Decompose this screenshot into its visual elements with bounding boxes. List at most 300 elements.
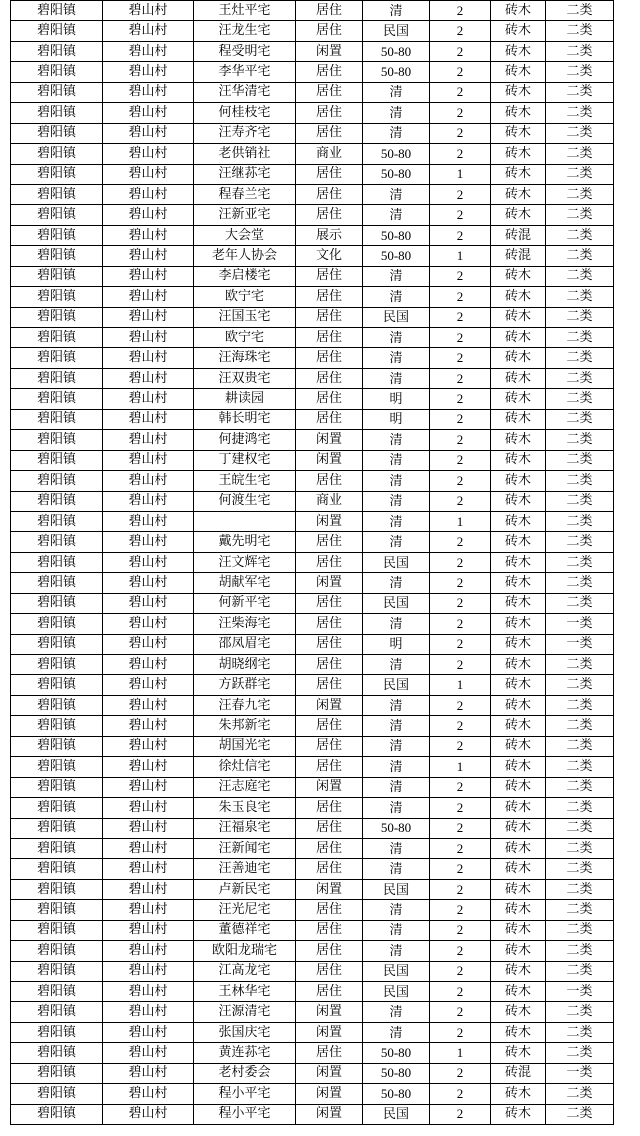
use-cell: 居住: [296, 328, 363, 348]
town-cell: 碧阳镇: [11, 348, 103, 368]
building-name-cell: 汪龙生宅: [194, 21, 296, 41]
use-cell: 文化: [296, 246, 363, 266]
use-cell: 居住: [296, 368, 363, 388]
era-cell: 清: [363, 859, 430, 879]
category-cell: 二类: [546, 307, 614, 327]
table-row: [11, 879, 614, 899]
table-row: [11, 246, 614, 266]
building-name-cell: 耕读园: [194, 389, 296, 409]
building-name-cell: 欧宁宅: [194, 287, 296, 307]
floors-cell: 2: [430, 1, 491, 21]
floors-cell: 2: [430, 41, 491, 61]
use-cell: 闲置: [296, 1084, 363, 1104]
village-cell: 碧山村: [103, 144, 194, 164]
category-cell: 二类: [546, 389, 614, 409]
building-name-cell: 汪福泉宅: [194, 818, 296, 838]
category-cell: 一类: [546, 982, 614, 1002]
structure-cell: 砖木: [491, 123, 546, 143]
category-cell: 二类: [546, 287, 614, 307]
building-name-cell: 汪寿齐宅: [194, 123, 296, 143]
building-name-cell: 胡晓纲宅: [194, 655, 296, 675]
era-cell: 民国: [363, 879, 430, 899]
town-cell: 碧阳镇: [11, 246, 103, 266]
category-cell: 二类: [546, 1084, 614, 1104]
table-body: [11, 1, 614, 1125]
era-cell: 清: [363, 103, 430, 123]
village-cell: 碧山村: [103, 307, 194, 327]
era-cell: 清: [363, 1, 430, 21]
era-cell: 清: [363, 757, 430, 777]
town-cell: 碧阳镇: [11, 389, 103, 409]
building-name-cell: 韩长明宅: [194, 409, 296, 429]
use-cell: 居住: [296, 82, 363, 102]
floors-cell: 2: [430, 982, 491, 1002]
town-cell: 碧阳镇: [11, 123, 103, 143]
structure-cell: 砖木: [491, 552, 546, 572]
era-cell: 民国: [363, 675, 430, 695]
era-cell: 清: [363, 328, 430, 348]
table-row: [11, 123, 614, 143]
table-row: [11, 1, 614, 21]
town-cell: 碧阳镇: [11, 798, 103, 818]
table-row: [11, 757, 614, 777]
category-cell: 二类: [546, 757, 614, 777]
floors-cell: 2: [430, 1104, 491, 1124]
category-cell: 二类: [546, 716, 614, 736]
village-cell: 碧山村: [103, 471, 194, 491]
building-name-cell: [194, 511, 296, 531]
building-name-cell: 董德祥宅: [194, 920, 296, 940]
table-row: [11, 655, 614, 675]
era-cell: 民国: [363, 307, 430, 327]
floors-cell: 1: [430, 675, 491, 695]
use-cell: 居住: [296, 532, 363, 552]
table-row: [11, 225, 614, 245]
use-cell: 闲置: [296, 1104, 363, 1124]
era-cell: 50-80: [363, 41, 430, 61]
table-row: [11, 348, 614, 368]
use-cell: 居住: [296, 757, 363, 777]
era-cell: 清: [363, 1002, 430, 1022]
table-row: [11, 982, 614, 1002]
category-cell: 二类: [546, 1022, 614, 1042]
era-cell: 清: [363, 368, 430, 388]
use-cell: 居住: [296, 859, 363, 879]
building-name-cell: 朱邦新宅: [194, 716, 296, 736]
floors-cell: 2: [430, 879, 491, 899]
use-cell: 居住: [296, 941, 363, 961]
table-row: [11, 552, 614, 572]
era-cell: 民国: [363, 982, 430, 1002]
structure-cell: 砖木: [491, 818, 546, 838]
village-cell: 碧山村: [103, 675, 194, 695]
building-name-cell: 大会堂: [194, 225, 296, 245]
building-name-cell: 程小平宅: [194, 1084, 296, 1104]
town-cell: 碧阳镇: [11, 103, 103, 123]
floors-cell: 2: [430, 655, 491, 675]
town-cell: 碧阳镇: [11, 62, 103, 82]
building-name-cell: 张国庆宅: [194, 1022, 296, 1042]
village-cell: 碧山村: [103, 920, 194, 940]
category-cell: 二类: [546, 573, 614, 593]
category-cell: 二类: [546, 348, 614, 368]
category-cell: 二类: [546, 164, 614, 184]
building-name-cell: 邵凤眉宅: [194, 634, 296, 654]
town-cell: 碧阳镇: [11, 573, 103, 593]
use-cell: 居住: [296, 307, 363, 327]
floors-cell: 2: [430, 144, 491, 164]
structure-cell: 砖木: [491, 1022, 546, 1042]
village-cell: 碧山村: [103, 103, 194, 123]
category-cell: 二类: [546, 552, 614, 572]
town-cell: 碧阳镇: [11, 961, 103, 981]
table-row: [11, 62, 614, 82]
era-cell: 明: [363, 409, 430, 429]
floors-cell: 2: [430, 716, 491, 736]
village-cell: 碧山村: [103, 82, 194, 102]
building-name-cell: 胡献军宅: [194, 573, 296, 593]
era-cell: 清: [363, 900, 430, 920]
table-row: [11, 593, 614, 613]
category-cell: 二类: [546, 1002, 614, 1022]
building-name-cell: 方跃群宅: [194, 675, 296, 695]
table-row: [11, 532, 614, 552]
building-name-cell: 汪春九宅: [194, 695, 296, 715]
building-name-cell: 汪国玉宅: [194, 307, 296, 327]
village-cell: 碧山村: [103, 1002, 194, 1022]
town-cell: 碧阳镇: [11, 1, 103, 21]
use-cell: 居住: [296, 123, 363, 143]
town-cell: 碧阳镇: [11, 655, 103, 675]
category-cell: 二类: [546, 491, 614, 511]
town-cell: 碧阳镇: [11, 41, 103, 61]
use-cell: 居住: [296, 389, 363, 409]
structure-cell: 砖木: [491, 205, 546, 225]
era-cell: 清: [363, 287, 430, 307]
structure-cell: 砖木: [491, 941, 546, 961]
category-cell: 二类: [546, 593, 614, 613]
building-name-cell: 何桂枝宅: [194, 103, 296, 123]
floors-cell: 2: [430, 430, 491, 450]
town-cell: 碧阳镇: [11, 614, 103, 634]
town-cell: 碧阳镇: [11, 777, 103, 797]
village-cell: 碧山村: [103, 164, 194, 184]
category-cell: 二类: [546, 655, 614, 675]
town-cell: 碧阳镇: [11, 695, 103, 715]
era-cell: 清: [363, 920, 430, 940]
table-row: [11, 409, 614, 429]
village-cell: 碧山村: [103, 287, 194, 307]
building-name-cell: 徐灶信宅: [194, 757, 296, 777]
structure-cell: 砖木: [491, 389, 546, 409]
building-name-cell: 卢新民宅: [194, 879, 296, 899]
town-cell: 碧阳镇: [11, 675, 103, 695]
structure-cell: 砖木: [491, 961, 546, 981]
town-cell: 碧阳镇: [11, 225, 103, 245]
era-cell: 清: [363, 777, 430, 797]
structure-cell: 砖木: [491, 532, 546, 552]
category-cell: 二类: [546, 144, 614, 164]
era-cell: 50-80: [363, 225, 430, 245]
floors-cell: 2: [430, 184, 491, 204]
use-cell: 闲置: [296, 573, 363, 593]
floors-cell: 2: [430, 838, 491, 858]
use-cell: 居住: [296, 838, 363, 858]
use-cell: 居住: [296, 184, 363, 204]
use-cell: 闲置: [296, 1002, 363, 1022]
building-name-cell: 老村委会: [194, 1063, 296, 1083]
table-row: [11, 82, 614, 102]
village-cell: 碧山村: [103, 716, 194, 736]
category-cell: 二类: [546, 41, 614, 61]
table-row: [11, 695, 614, 715]
era-cell: 50-80: [363, 62, 430, 82]
category-cell: 二类: [546, 184, 614, 204]
town-cell: 碧阳镇: [11, 757, 103, 777]
village-cell: 碧山村: [103, 328, 194, 348]
table-row: [11, 491, 614, 511]
floors-cell: 2: [430, 961, 491, 981]
floors-cell: 2: [430, 1084, 491, 1104]
table-row: [11, 859, 614, 879]
category-cell: 一类: [546, 1063, 614, 1083]
table-row: [11, 1084, 614, 1104]
floors-cell: 1: [430, 164, 491, 184]
town-cell: 碧阳镇: [11, 471, 103, 491]
category-cell: 二类: [546, 777, 614, 797]
town-cell: 碧阳镇: [11, 1043, 103, 1063]
use-cell: 居住: [296, 634, 363, 654]
structure-cell: 砖木: [491, 736, 546, 756]
table-row: [11, 41, 614, 61]
category-cell: 二类: [546, 450, 614, 470]
structure-cell: 砖木: [491, 287, 546, 307]
village-cell: 碧山村: [103, 900, 194, 920]
era-cell: 清: [363, 716, 430, 736]
table-row: [11, 634, 614, 654]
era-cell: 民国: [363, 552, 430, 572]
category-cell: 二类: [546, 900, 614, 920]
use-cell: 居住: [296, 471, 363, 491]
building-name-cell: 汪双贵宅: [194, 368, 296, 388]
structure-cell: 砖木: [491, 716, 546, 736]
use-cell: 居住: [296, 103, 363, 123]
floors-cell: 2: [430, 348, 491, 368]
table-row: [11, 716, 614, 736]
structure-cell: 砖木: [491, 614, 546, 634]
structure-cell: 砖木: [491, 103, 546, 123]
structure-cell: 砖木: [491, 41, 546, 61]
table-row: [11, 941, 614, 961]
use-cell: 居住: [296, 1, 363, 21]
table-row: [11, 287, 614, 307]
category-cell: 二类: [546, 695, 614, 715]
village-cell: 碧山村: [103, 21, 194, 41]
use-cell: 居住: [296, 205, 363, 225]
village-cell: 碧山村: [103, 62, 194, 82]
category-cell: 二类: [546, 859, 614, 879]
table-row: [11, 1022, 614, 1042]
era-cell: 清: [363, 491, 430, 511]
structure-cell: 砖木: [491, 675, 546, 695]
village-cell: 碧山村: [103, 573, 194, 593]
table-row: [11, 21, 614, 41]
structure-cell: 砖木: [491, 82, 546, 102]
building-name-cell: 汪继荪宅: [194, 164, 296, 184]
structure-cell: 砖混: [491, 225, 546, 245]
use-cell: 居住: [296, 287, 363, 307]
building-name-cell: 老供销社: [194, 144, 296, 164]
era-cell: 清: [363, 511, 430, 531]
floors-cell: 2: [430, 695, 491, 715]
use-cell: 居住: [296, 900, 363, 920]
structure-cell: 砖木: [491, 307, 546, 327]
floors-cell: 2: [430, 21, 491, 41]
village-cell: 碧山村: [103, 879, 194, 899]
table-row: [11, 900, 614, 920]
town-cell: 碧阳镇: [11, 920, 103, 940]
structure-cell: 砖木: [491, 695, 546, 715]
era-cell: 明: [363, 634, 430, 654]
table-row: [11, 1063, 614, 1083]
town-cell: 碧阳镇: [11, 900, 103, 920]
use-cell: 闲置: [296, 695, 363, 715]
era-cell: 清: [363, 123, 430, 143]
use-cell: 居住: [296, 62, 363, 82]
town-cell: 碧阳镇: [11, 736, 103, 756]
town-cell: 碧阳镇: [11, 328, 103, 348]
structure-cell: 砖木: [491, 777, 546, 797]
floors-cell: 2: [430, 1022, 491, 1042]
village-cell: 碧山村: [103, 838, 194, 858]
table-row: [11, 328, 614, 348]
building-name-cell: 程小平宅: [194, 1104, 296, 1124]
floors-cell: 1: [430, 246, 491, 266]
floors-cell: 2: [430, 471, 491, 491]
town-cell: 碧阳镇: [11, 818, 103, 838]
village-cell: 碧山村: [103, 798, 194, 818]
category-cell: 二类: [546, 838, 614, 858]
category-cell: 二类: [546, 409, 614, 429]
structure-cell: 砖木: [491, 900, 546, 920]
floors-cell: 2: [430, 593, 491, 613]
table-row: [11, 368, 614, 388]
category-cell: 二类: [546, 266, 614, 286]
town-cell: 碧阳镇: [11, 409, 103, 429]
category-cell: 二类: [546, 941, 614, 961]
table-row: [11, 961, 614, 981]
building-name-cell: 王灶平宅: [194, 1, 296, 21]
use-cell: 闲置: [296, 1022, 363, 1042]
table-row: [11, 450, 614, 470]
use-cell: 居住: [296, 593, 363, 613]
town-cell: 碧阳镇: [11, 205, 103, 225]
town-cell: 碧阳镇: [11, 511, 103, 531]
table-row: [11, 818, 614, 838]
category-cell: 二类: [546, 471, 614, 491]
structure-cell: 砖木: [491, 266, 546, 286]
category-cell: 二类: [546, 920, 614, 940]
category-cell: 二类: [546, 21, 614, 41]
table-row: [11, 184, 614, 204]
village-cell: 碧山村: [103, 450, 194, 470]
village-cell: 碧山村: [103, 41, 194, 61]
floors-cell: 2: [430, 920, 491, 940]
town-cell: 碧阳镇: [11, 144, 103, 164]
village-cell: 碧山村: [103, 1104, 194, 1124]
town-cell: 碧阳镇: [11, 491, 103, 511]
category-cell: 二类: [546, 675, 614, 695]
village-cell: 碧山村: [103, 859, 194, 879]
building-name-cell: 欧宁宅: [194, 328, 296, 348]
town-cell: 碧阳镇: [11, 368, 103, 388]
village-cell: 碧山村: [103, 777, 194, 797]
building-name-cell: 汪海珠宅: [194, 348, 296, 368]
village-cell: 碧山村: [103, 736, 194, 756]
building-name-cell: 欧阳龙瑞宅: [194, 941, 296, 961]
use-cell: 居住: [296, 675, 363, 695]
use-cell: 居住: [296, 614, 363, 634]
building-name-cell: 汪善迪宅: [194, 859, 296, 879]
village-cell: 碧山村: [103, 491, 194, 511]
era-cell: 清: [363, 695, 430, 715]
use-cell: 居住: [296, 21, 363, 41]
structure-cell: 砖木: [491, 655, 546, 675]
village-cell: 碧山村: [103, 123, 194, 143]
use-cell: 居住: [296, 164, 363, 184]
table-row: [11, 1104, 614, 1124]
village-cell: 碧山村: [103, 1063, 194, 1083]
building-name-cell: 汪志庭宅: [194, 777, 296, 797]
building-name-cell: 何新平宅: [194, 593, 296, 613]
structure-cell: 砖木: [491, 450, 546, 470]
floors-cell: 2: [430, 532, 491, 552]
village-cell: 碧山村: [103, 225, 194, 245]
category-cell: 二类: [546, 798, 614, 818]
use-cell: 居住: [296, 716, 363, 736]
structure-cell: 砖木: [491, 593, 546, 613]
table-row: [11, 920, 614, 940]
building-name-cell: 江高龙宅: [194, 961, 296, 981]
floors-cell: 2: [430, 634, 491, 654]
floors-cell: 2: [430, 1063, 491, 1083]
town-cell: 碧阳镇: [11, 21, 103, 41]
era-cell: 民国: [363, 21, 430, 41]
category-cell: 二类: [546, 246, 614, 266]
building-name-cell: 汪源清宅: [194, 1002, 296, 1022]
category-cell: 二类: [546, 1104, 614, 1124]
category-cell: 二类: [546, 736, 614, 756]
village-cell: 碧山村: [103, 655, 194, 675]
village-cell: 碧山村: [103, 266, 194, 286]
era-cell: 民国: [363, 593, 430, 613]
floors-cell: 2: [430, 941, 491, 961]
structure-cell: 砖木: [491, 430, 546, 450]
structure-cell: 砖木: [491, 368, 546, 388]
building-name-cell: 王皖生宅: [194, 471, 296, 491]
village-cell: 碧山村: [103, 368, 194, 388]
building-survey-table: [10, 0, 614, 1125]
structure-cell: 砖木: [491, 838, 546, 858]
category-cell: 二类: [546, 430, 614, 450]
table-row: [11, 389, 614, 409]
town-cell: 碧阳镇: [11, 287, 103, 307]
floors-cell: 2: [430, 573, 491, 593]
town-cell: 碧阳镇: [11, 838, 103, 858]
era-cell: 清: [363, 532, 430, 552]
category-cell: 二类: [546, 818, 614, 838]
structure-cell: 砖木: [491, 879, 546, 899]
